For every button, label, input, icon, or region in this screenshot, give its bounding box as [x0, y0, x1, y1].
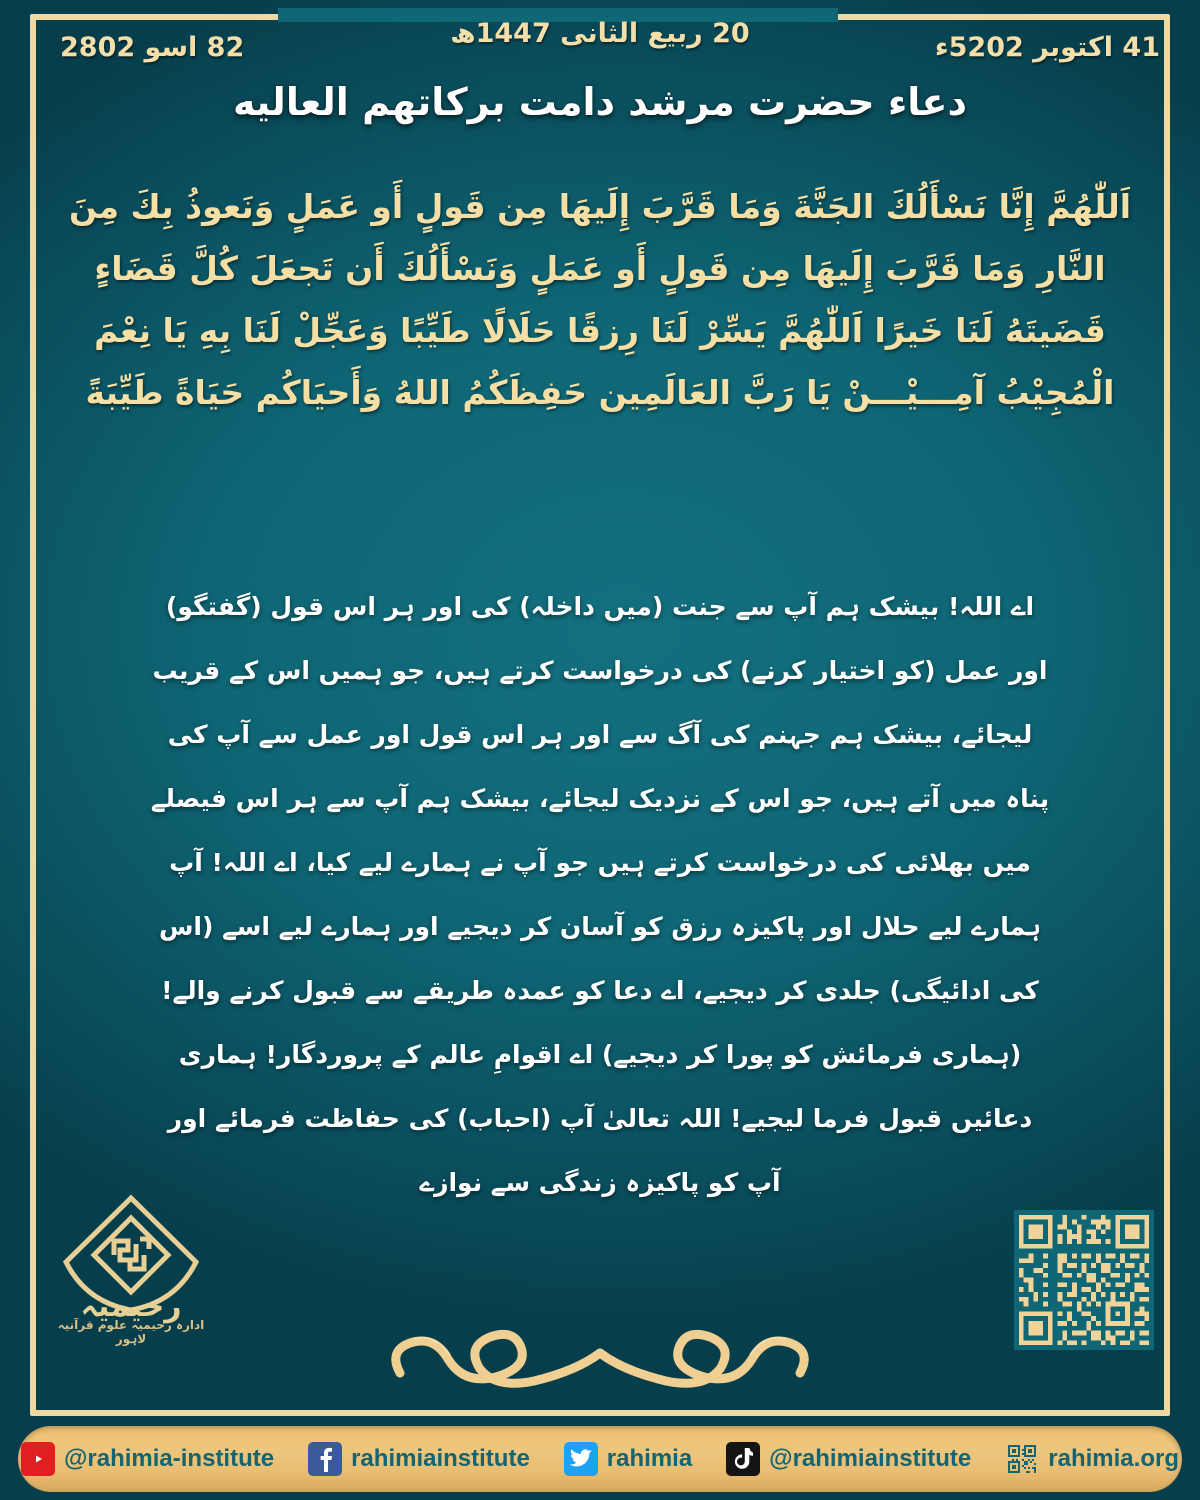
- youtube-handle: @rahimia-institute: [64, 1445, 275, 1472]
- logo-wordmark: رحیمیہ: [80, 1289, 182, 1324]
- twitter-icon: [564, 1442, 598, 1476]
- dua-urdu-translation: اے اللہ! بیشک ہم آپ سے جنت (میں داخلہ) کی اور ہر اس قول (گفتگو) اور عمل (کو اختیار کرنے) کی درخواست کرتے ہیں، جو ہمیں اس کے قریب لیجائے، بیشک ہم جہنم کی آگ سے اور ہر اس قول اور عمل سے آپ کی پناہ میں آتے ہیں، جو اس کے نزدیک لیجائے، بیشک ہم آپ سے ہر اس فیصلے میں بھلائی کی درخواست کرتے ہیں جو آپ نے ہمارے لیے کیا، اے اللہ! آپ ہمارے لیے حلال اور پاکیزہ رزق کو آسان کر دیجیے اور ہمارے لیے اسے (اس کی ادائیگی) جلدی کر دیجیے، اے دعا کو عمدہ طریقے سے قبول کرنے والے! (ہماری فرمائش کو پورا کر دیجیے) اے اقوامِ عالم کے پروردگار! ہماری دعائیں قبول فرما لیجیے! اللہ تعالیٰ آپ (احباب) کی حفاظت فرمائے اور آپ کو پاکیزہ زندگی سے نوازے: [150, 592, 1050, 1197]
- social-footer-bar: [18, 1426, 1182, 1492]
- ornamental-divider: [370, 1315, 830, 1395]
- social-link-facebook[interactable]: [308, 1442, 530, 1476]
- dua-arabic-text: اَللّٰهُمَّ إِنَّا نَسْأَلُكَ الجَنَّةَ وَمَا قَرَّبَ إِلَيهَا مِن قَولٍ أَو عَمَلٍ وَنَعوذُ بِكَ مِنَ النَّارِ وَمَا قَرَّبَ إِلَيهَا مِن قَولٍ أَو عَمَلٍ وَنَسْأَلُكَ أَن تَجعَلَ كُلَّ قَضَاءٍ قَضَيتَهُ لَنَا خَيرًا اَللّٰهُمَّ يَسِّرْ لَنَا رِزقًا حَلَالًا طَيِّبًا وَعَجِّلْ لَنَا بِهِ يَا نِعْمَ الْمُجِيْبُ آمِـــيْـــنْ يَا رَبَّ العَالَمِين حَفِظَكُمُ اللهُ وَأَحيَاكُم حَيَاةً طَيِّبَةً: [68, 187, 1132, 412]
- date-local: 28 اسو 2082: [60, 32, 245, 63]
- tiktok-handle: @rahimiainstitute: [769, 1445, 972, 1472]
- social-link-twitter[interactable]: [564, 1442, 692, 1476]
- youtube-icon: [21, 1442, 55, 1476]
- tiktok-icon: [726, 1442, 760, 1476]
- social-link-tiktok[interactable]: [726, 1442, 971, 1476]
- date-hijri: 20 ربیع الثانی 1447ھ: [450, 18, 750, 49]
- social-link-youtube[interactable]: [21, 1442, 274, 1476]
- page-title: دعاء حضرت مرشد دامت برکاتهم العالیه: [233, 80, 967, 124]
- logo-subtitle: ادارہ رحیمیہ علوم قرآنیہ لاہور: [57, 1318, 205, 1346]
- qr-icon: [1005, 1442, 1039, 1476]
- rahimia-logo: [56, 1194, 206, 1354]
- date-gregorian: 14 اکتوبر 2025ء: [934, 32, 1160, 63]
- website-handle: rahimia.org: [1048, 1445, 1179, 1472]
- facebook-handle: rahimiainstitute: [351, 1445, 530, 1472]
- facebook-icon: [308, 1442, 342, 1476]
- social-link-website[interactable]: [1005, 1442, 1179, 1476]
- twitter-handle: rahimia: [606, 1445, 693, 1472]
- qr-code[interactable]: [1014, 1210, 1154, 1350]
